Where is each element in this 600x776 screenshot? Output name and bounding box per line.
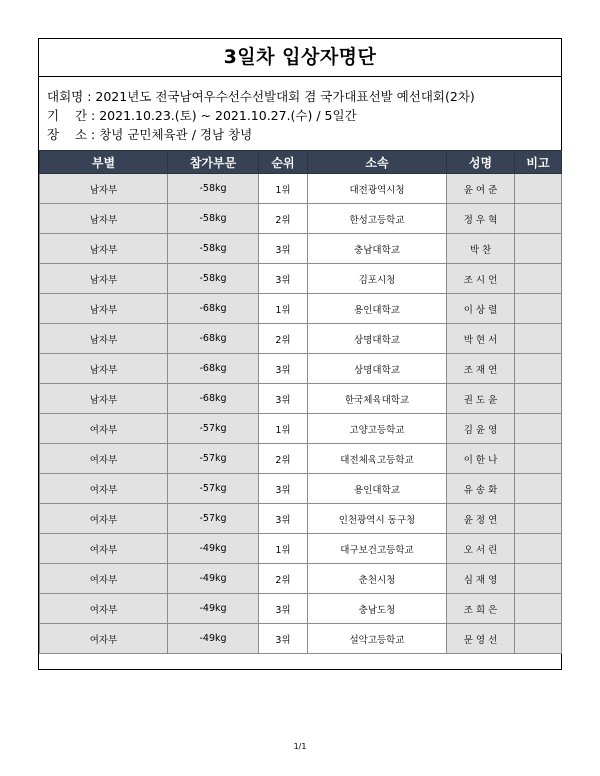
table-row	[40, 324, 562, 354]
table-row	[40, 354, 562, 384]
affiliation-cell: 대구보건고등학교	[308, 534, 447, 564]
remarks-cell	[515, 474, 562, 504]
rank-cell: 1위	[259, 294, 308, 324]
affiliation-cell: 고양고등학교	[308, 414, 447, 444]
column-header-rank: 순위	[259, 151, 308, 174]
page-number: 1/1	[293, 742, 307, 751]
division-cell: 여자부	[40, 504, 168, 534]
category-cell: -68kg	[168, 354, 259, 384]
name-cell: 문 영 선	[447, 624, 515, 654]
info-row-event	[47, 87, 561, 106]
rank-cell: 3위	[259, 594, 308, 624]
division-cell: 여자부	[40, 564, 168, 594]
division-cell: 여자부	[40, 444, 168, 474]
rank-cell: 1위	[259, 534, 308, 564]
division-cell: 남자부	[40, 354, 168, 384]
table-row	[40, 204, 562, 234]
affiliation-cell: 충남도청	[308, 594, 447, 624]
table-row	[40, 594, 562, 624]
division-cell: 남자부	[40, 234, 168, 264]
category-cell: -49kg	[168, 594, 259, 624]
winners-table	[39, 150, 562, 654]
remarks-cell	[515, 534, 562, 564]
category-cell: -58kg	[168, 174, 259, 204]
division-cell: 남자부	[40, 174, 168, 204]
remarks-cell	[515, 354, 562, 384]
remarks-cell	[515, 324, 562, 354]
remarks-cell	[515, 384, 562, 414]
table-row	[40, 384, 562, 414]
rank-cell: 2위	[259, 204, 308, 234]
affiliation-cell: 용인대학교	[308, 474, 447, 504]
table-header-row	[40, 151, 562, 174]
rank-cell: 3위	[259, 234, 308, 264]
table-row	[40, 294, 562, 324]
affiliation-cell: 대전광역시청	[308, 174, 447, 204]
division-cell: 남자부	[40, 324, 168, 354]
rank-cell: 3위	[259, 504, 308, 534]
division-cell: 남자부	[40, 204, 168, 234]
category-cell: -57kg	[168, 444, 259, 474]
category-cell: -57kg	[168, 504, 259, 534]
column-header-name: 성명	[447, 151, 515, 174]
info-row-period	[47, 106, 561, 125]
info-value: 창녕 군민체육관 / 경남 창녕	[99, 127, 253, 142]
info-value: 2021.10.23.(토) ~ 2021.10.27.(수) / 5일간	[99, 108, 357, 123]
info-label: 장 소 :	[47, 127, 96, 142]
affiliation-cell: 춘천시청	[308, 564, 447, 594]
table-row	[40, 414, 562, 444]
category-cell: -58kg	[168, 204, 259, 234]
info-label: 대회명 :	[47, 89, 92, 104]
column-header-affiliation: 소속	[308, 151, 447, 174]
affiliation-cell: 상명대학교	[308, 324, 447, 354]
category-cell: -49kg	[168, 624, 259, 654]
affiliation-cell: 충남대학교	[308, 234, 447, 264]
info-label: 기 간 :	[47, 108, 96, 123]
name-cell: 심 재 영	[447, 564, 515, 594]
category-cell: -57kg	[168, 414, 259, 444]
name-cell: 조 재 연	[447, 354, 515, 384]
division-cell: 남자부	[40, 384, 168, 414]
name-cell: 조 희 은	[447, 594, 515, 624]
rank-cell: 1위	[259, 414, 308, 444]
affiliation-cell: 상명대학교	[308, 354, 447, 384]
event-info	[39, 77, 561, 144]
category-cell: -58kg	[168, 264, 259, 294]
table-row	[40, 534, 562, 564]
table-row	[40, 444, 562, 474]
category-cell: -57kg	[168, 474, 259, 504]
category-cell: -58kg	[168, 234, 259, 264]
name-cell: 김 윤 영	[447, 414, 515, 444]
document-page	[38, 38, 562, 670]
name-cell: 윤 정 연	[447, 504, 515, 534]
table-row	[40, 264, 562, 294]
affiliation-cell: 용인대학교	[308, 294, 447, 324]
table-row	[40, 234, 562, 264]
table-row	[40, 474, 562, 504]
division-cell: 남자부	[40, 264, 168, 294]
affiliation-cell: 한국체육대학교	[308, 384, 447, 414]
name-cell: 윤 여 준	[447, 174, 515, 204]
info-value: 2021년도 전국남여우수선수선발대회 겸 국가대표선발 예선대회(2차)	[95, 89, 475, 104]
remarks-cell	[515, 294, 562, 324]
column-header-remarks: 비고	[515, 151, 562, 174]
rank-cell: 3위	[259, 354, 308, 384]
table-row	[40, 174, 562, 204]
division-cell: 여자부	[40, 414, 168, 444]
name-cell: 조 시 언	[447, 264, 515, 294]
category-cell: -68kg	[168, 324, 259, 354]
remarks-cell	[515, 504, 562, 534]
remarks-cell	[515, 234, 562, 264]
table-row	[40, 624, 562, 654]
division-cell: 남자부	[40, 294, 168, 324]
rank-cell: 3위	[259, 384, 308, 414]
division-cell: 여자부	[40, 594, 168, 624]
rank-cell: 2위	[259, 324, 308, 354]
rank-cell: 3위	[259, 474, 308, 504]
name-cell: 박 현 서	[447, 324, 515, 354]
column-header-category: 참가부문	[168, 151, 259, 174]
remarks-cell	[515, 444, 562, 474]
name-cell: 유 송 화	[447, 474, 515, 504]
remarks-cell	[515, 264, 562, 294]
affiliation-cell: 인천광역시 동구청	[308, 504, 447, 534]
name-cell: 정 우 혁	[447, 204, 515, 234]
remarks-cell	[515, 174, 562, 204]
name-cell: 이 한 나	[447, 444, 515, 474]
category-cell: -49kg	[168, 564, 259, 594]
remarks-cell	[515, 594, 562, 624]
division-cell: 여자부	[40, 624, 168, 654]
affiliation-cell: 대전체육고등학교	[308, 444, 447, 474]
remarks-cell	[515, 204, 562, 234]
rank-cell: 3위	[259, 264, 308, 294]
page-title: 3일차 입상자명단	[39, 39, 561, 77]
rank-cell: 1위	[259, 174, 308, 204]
category-cell: -49kg	[168, 534, 259, 564]
division-cell: 여자부	[40, 474, 168, 504]
remarks-cell	[515, 564, 562, 594]
table-row	[40, 504, 562, 534]
division-cell: 여자부	[40, 534, 168, 564]
info-row-venue	[47, 125, 561, 144]
column-header-division: 부별	[40, 151, 168, 174]
name-cell: 오 서 린	[447, 534, 515, 564]
name-cell: 박 찬	[447, 234, 515, 264]
rank-cell: 2위	[259, 564, 308, 594]
affiliation-cell: 한성고등학교	[308, 204, 447, 234]
name-cell: 권 도 윤	[447, 384, 515, 414]
category-cell: -68kg	[168, 384, 259, 414]
name-cell: 이 상 렬	[447, 294, 515, 324]
affiliation-cell: 설악고등학교	[308, 624, 447, 654]
affiliation-cell: 김포시청	[308, 264, 447, 294]
rank-cell: 3위	[259, 624, 308, 654]
category-cell: -68kg	[168, 294, 259, 324]
remarks-cell	[515, 414, 562, 444]
remarks-cell	[515, 624, 562, 654]
rank-cell: 2위	[259, 444, 308, 474]
table-row	[40, 564, 562, 594]
